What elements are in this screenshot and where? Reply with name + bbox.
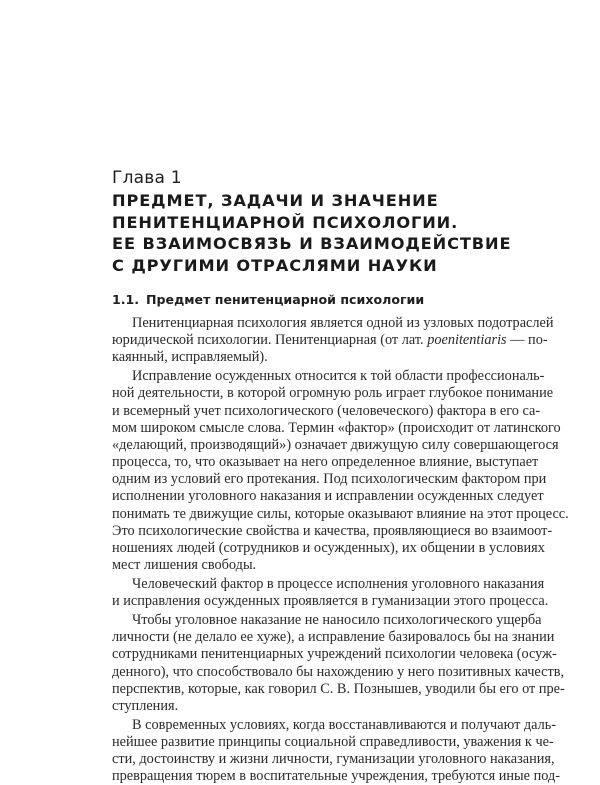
text-line: понимать те движущие силы, которые оказывают влияние на этот процесс. <box>112 505 569 522</box>
text-line: Человеческий фактор в процессе исполнения уголовного наказания <box>132 576 545 592</box>
text-line: ной деятельности, в которой огромную роль играет глубокое понимание <box>112 385 554 402</box>
chapter-title-line: ПРЕДМЕТ, ЗАДАЧИ И ЗНАЧЕНИЕ <box>112 191 439 210</box>
latin-term: poenitentiaris <box>427 332 507 349</box>
text-line: перспектив, которые, как говорил С. В. Познышев, уводили бы его от пре- <box>112 680 565 697</box>
body-text <box>112 315 569 785</box>
chapter-label: Глава 1 <box>112 168 182 188</box>
text-line: сти, достоинству и жизни личности, гуманизации уголовного наказания, <box>112 751 555 768</box>
text-line: превращения тюрем в воспитательные учреждения, требуются иные под- <box>112 768 561 785</box>
text-line: исполнении уголовного наказания и исправлении осужденных следует <box>112 488 544 505</box>
text-line <box>112 332 548 349</box>
text-line: нейшее развитие принципы социальной справедливости, уважения к че- <box>112 733 554 750</box>
text-line: денного), что способствовало бы нахождению у него позитивных качеств, <box>112 663 565 680</box>
text-line: Это психологические свойства и качества, проявляющиеся во взаимоот- <box>112 522 553 539</box>
chapter-title <box>112 190 532 276</box>
text-line: Пенитенциарная психология является одной из узловых подотраслей <box>132 315 554 331</box>
text-line: «делающий, производящий») означает движущую силу совершающегося <box>112 436 559 453</box>
text-fragment: — по- <box>506 332 548 349</box>
text-line: Чтобы уголовное наказание не наносило психологического ущерба <box>132 611 542 628</box>
text-line: Исправление осужденных относится к той области профессиональ- <box>132 368 545 385</box>
section-heading <box>112 292 424 307</box>
text-line: одним из условий его протекания. Под психологическим фактором при <box>112 471 547 488</box>
text-line: сотрудниками пенитенциарных учреждений психологии человека (осуж- <box>112 646 557 663</box>
text-line: и всемерный учет психологического (человеческого) фактора в его са- <box>112 402 541 419</box>
text-line: мом широком смысле слова. Термин «фактор» (происходит от латинского <box>112 419 561 436</box>
text-line: ступления. <box>112 697 179 714</box>
text-line: В современных условиях, когда восстанавливаются и получают даль- <box>132 716 557 733</box>
text-fragment: юридической психологии. Пенитенциарная (от лат. <box>112 332 428 349</box>
text-line: ношениях людей (сотрудников и осужденных), их общении в условиях <box>112 540 545 557</box>
text-line: процесса, то, что оказывает на него определенное влияние, выступает <box>112 454 539 471</box>
text-line: каянный, исправляемый). <box>112 349 268 366</box>
chapter-title-line: ЕЕ ВЗАИМОСВЯЗЬ И ВЗАИМОДЕЙСТВИЕ <box>112 234 512 254</box>
chapter-title-line: С ДРУГИМИ ОТРАСЛЯМИ НАУКИ <box>112 255 438 275</box>
text-line: и исправления осужденных проявляется в гуманизации этого процесса. <box>112 593 549 610</box>
chapter-title-line: ПЕНИТЕНЦИАРНОЙ ПСИХОЛОГИИ. <box>112 212 459 232</box>
section-number: 1.1. <box>112 292 140 307</box>
text-line: личности (не делало ее хуже), а исправление базировалось бы на знании <box>112 629 555 646</box>
section-title: Предмет пенитенциарной психологии <box>146 292 425 307</box>
text-line: мест лишения свободы. <box>112 557 257 574</box>
